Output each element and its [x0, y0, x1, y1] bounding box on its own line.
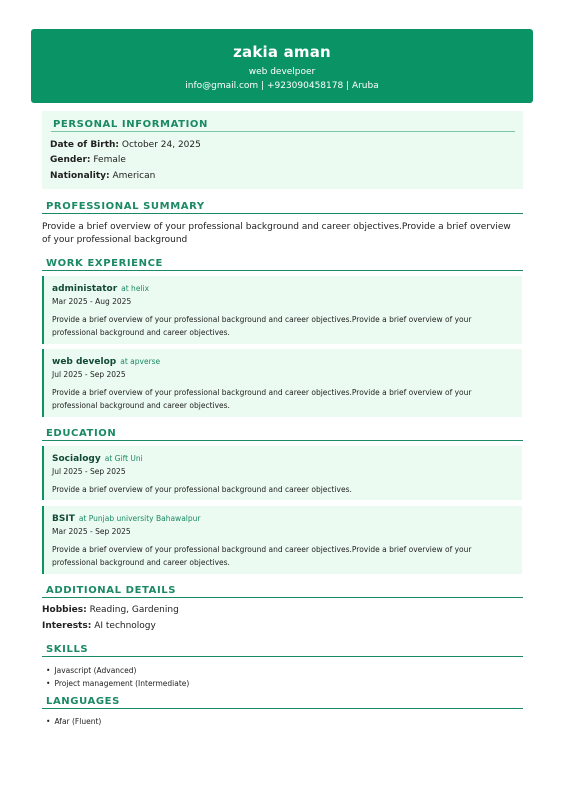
hobbies-value: Reading, Gardening: [89, 605, 179, 615]
education-degree: [52, 514, 200, 524]
gender-label: Gender:: [50, 155, 91, 165]
skills-heading: SKILLS: [42, 644, 523, 657]
education-heading: EDUCATION: [42, 428, 523, 441]
work-role-title: web develop: [52, 357, 117, 367]
hobbies-label: Hobbies:: [42, 605, 87, 615]
education-dates: Jul 2025 - Sep 2025: [52, 467, 126, 476]
personal-info-section: [42, 111, 523, 189]
job-title: web develpoer: [248, 67, 316, 77]
language-item: • Afar (Fluent): [46, 717, 101, 726]
interests-value: AI technology: [94, 621, 156, 631]
summary-text: Provide a brief overview of your professional background and career objectives.Provide a brief overview of your professional background: [42, 222, 511, 245]
work-role: [52, 357, 160, 367]
resume-header: [31, 29, 533, 103]
work-org: at helix: [121, 284, 150, 293]
education-degree-title: Socialogy: [52, 454, 101, 464]
education-degree: [52, 454, 143, 464]
additional-heading: ADDITIONAL DETAILS: [42, 585, 523, 598]
education-item: [42, 446, 522, 500]
work-description: Provide a brief overview of your professional background and career objectives.Provide a brief overview of your professional background and career objectives.: [52, 388, 472, 410]
work-role-title: administator: [52, 284, 118, 294]
nationality-line: [50, 171, 155, 181]
interests-label: Interests:: [42, 621, 92, 631]
nationality-value: American: [112, 171, 156, 181]
work-item: [42, 276, 522, 344]
dob-label: Date of Birth:: [50, 140, 120, 150]
skill-item: • Project management (Intermediate): [46, 679, 189, 688]
education-school: at Gift Uni: [104, 454, 143, 463]
work-dates: Jul 2025 - Sep 2025: [52, 370, 126, 379]
languages-heading: LANGUAGES: [42, 696, 523, 709]
work-description: Provide a brief overview of your professional background and career objectives.Provide a brief overview of your professional background and career objectives.: [52, 315, 472, 337]
work-heading: WORK EXPERIENCE: [42, 258, 523, 271]
candidate-name: zakia aman: [233, 43, 331, 61]
work-org: at apverse: [120, 357, 161, 366]
education-item: [42, 506, 522, 574]
education-dates: Mar 2025 - Sep 2025: [52, 527, 131, 536]
dob-value: October 24, 2025: [121, 140, 201, 150]
work-item: [42, 349, 522, 417]
interests-line: [42, 621, 156, 631]
contact-line: info@gmail.com | +923090458178 | Aruba: [185, 81, 379, 91]
education-school: at Punjab university Bahawalpur: [78, 514, 201, 523]
work-dates: Mar 2025 - Aug 2025: [52, 297, 132, 306]
gender-value: Female: [93, 155, 126, 165]
skill-item: • Javascript (Advanced): [46, 666, 136, 675]
personal-info-heading: PERSONAL INFORMATION: [51, 119, 515, 132]
education-degree-title: BSIT: [52, 514, 75, 524]
work-role: [52, 284, 149, 294]
summary-heading: PROFESSIONAL SUMMARY: [42, 201, 523, 214]
education-description: Provide a brief overview of your professional background and career objectives.Provide a brief overview of your professional background and career objectives.: [52, 545, 472, 567]
nationality-label: Nationality:: [50, 171, 110, 181]
dob-line: [50, 140, 201, 150]
education-description: Provide a brief overview of your professional background and career objectives.: [52, 485, 352, 494]
hobbies-line: [42, 605, 179, 615]
gender-line: [50, 155, 126, 165]
